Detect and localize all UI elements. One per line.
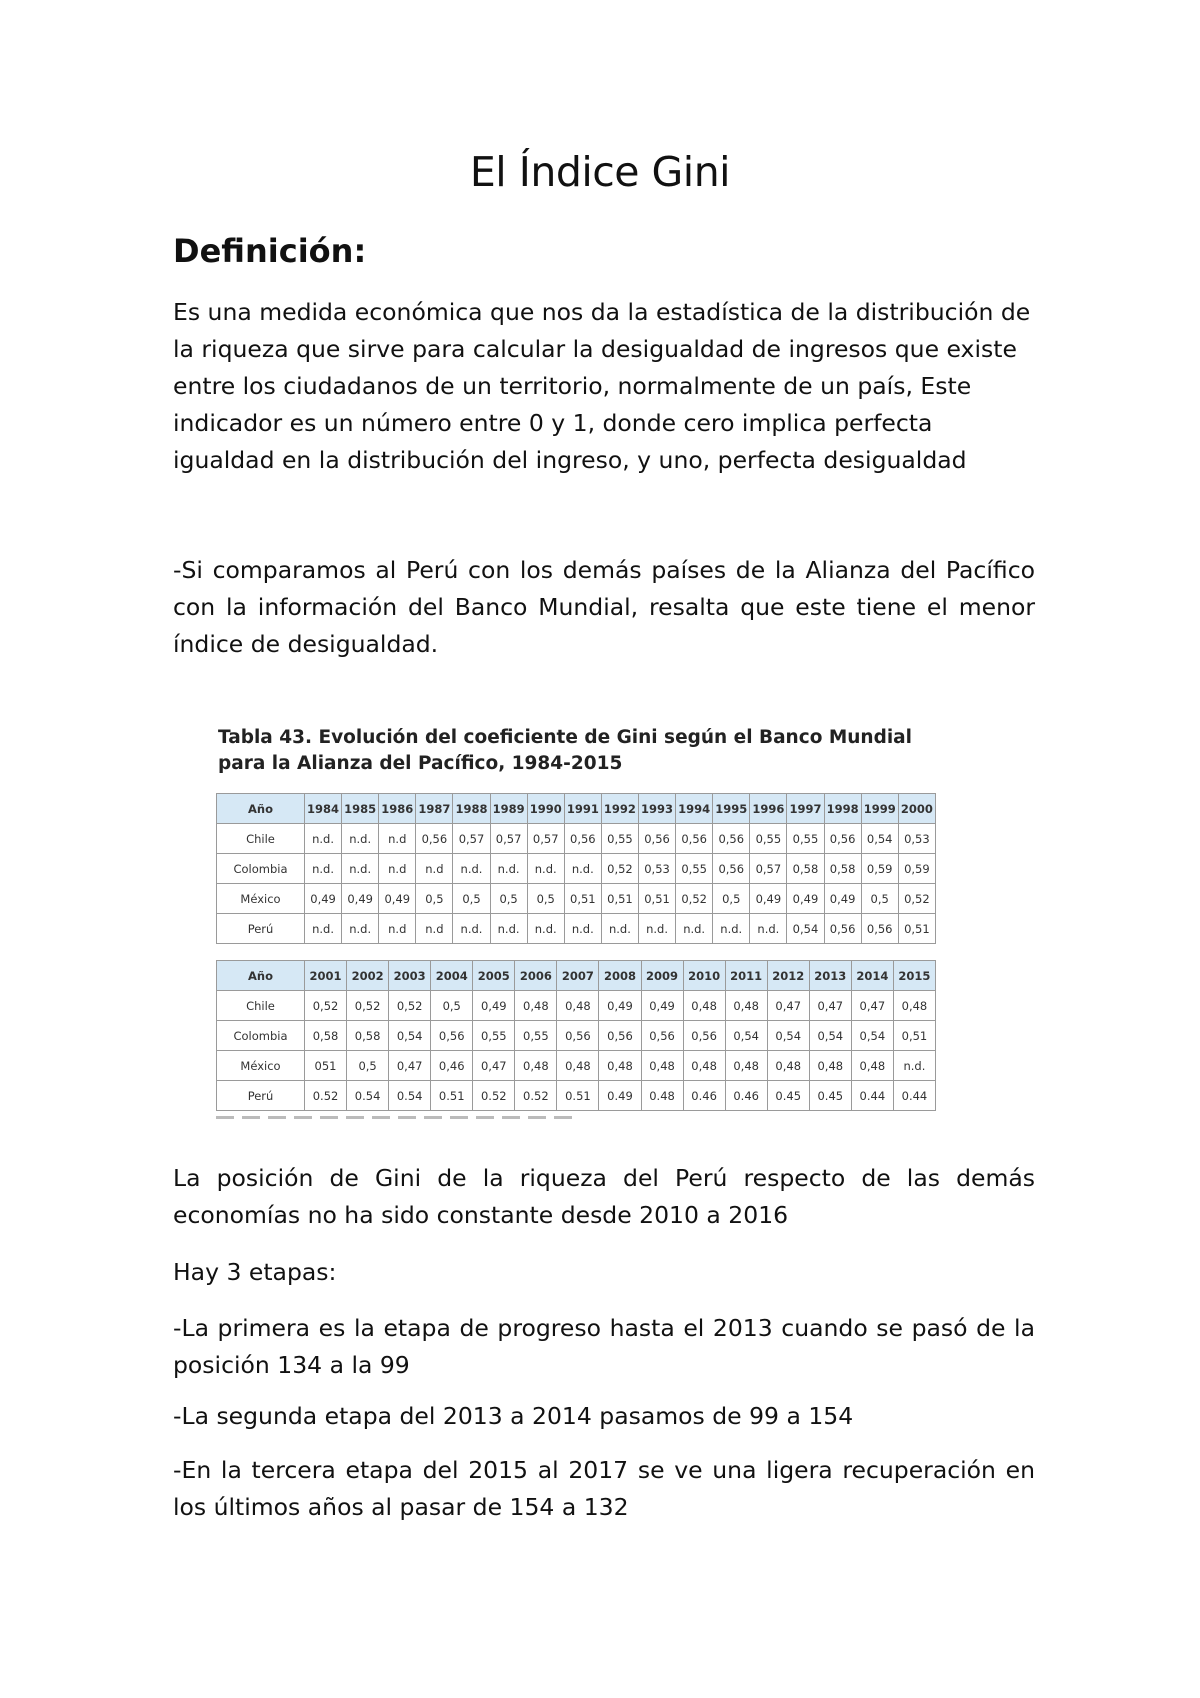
gini-value-cell: n.d: [379, 824, 416, 854]
gini-value-cell: 0,47: [473, 1051, 515, 1081]
gini-value-cell: 0,49: [787, 884, 824, 914]
gini-value-cell: 0,56: [824, 914, 861, 944]
gini-value-cell: n.d.: [305, 824, 342, 854]
year-header-cell: 2008: [599, 961, 641, 991]
year-header-cell: 2001: [305, 961, 347, 991]
gini-value-cell: n.d.: [453, 914, 490, 944]
gini-value-cell: 0,48: [641, 1051, 683, 1081]
gini-value-cell: 0,48: [515, 1051, 557, 1081]
gini-value-cell: 0,56: [641, 1021, 683, 1051]
gini-value-cell: 0,49: [750, 884, 787, 914]
country-label: Colombia: [217, 1021, 305, 1051]
gini-value-cell: 0,49: [473, 991, 515, 1021]
gini-value-cell: 0,5: [713, 884, 750, 914]
stage-2-paragraph: -La segunda etapa del 2013 a 2014 pasamos de 99 a 154: [173, 1402, 854, 1430]
year-header-cell: 1991: [564, 794, 601, 824]
gini-value-cell: 0.52: [473, 1081, 515, 1111]
gini-value-cell: 0,48: [683, 991, 725, 1021]
gini-value-cell: 0,59: [861, 854, 898, 884]
gini-value-cell: 0,48: [725, 991, 767, 1021]
table-row: [217, 824, 936, 854]
gini-value-cell: 0,56: [564, 824, 601, 854]
year-header-cell: 2009: [641, 961, 683, 991]
year-header-cell: 1993: [638, 794, 675, 824]
country-label: México: [217, 1051, 305, 1081]
gini-value-cell: 0,56: [638, 824, 675, 854]
gini-value-cell: 0.52: [305, 1081, 347, 1111]
country-label: México: [217, 884, 305, 914]
year-header-cell: 1998: [824, 794, 861, 824]
table-row: [217, 914, 936, 944]
gini-value-cell: 0,54: [725, 1021, 767, 1051]
gini-value-cell: 0,57: [453, 824, 490, 854]
gini-value-cell: 0,48: [767, 1051, 809, 1081]
gini-value-cell: 0,54: [861, 824, 898, 854]
gini-value-cell: 0,5: [527, 884, 564, 914]
gini-value-cell: 0,48: [725, 1051, 767, 1081]
year-header-cell: 2007: [557, 961, 599, 991]
gini-table-2001-2015: [216, 960, 936, 1111]
gini-value-cell: 0,47: [389, 1051, 431, 1081]
year-header-cell: 1984: [305, 794, 342, 824]
year-column-header: Año: [217, 794, 305, 824]
gini-value-cell: 0,52: [676, 884, 713, 914]
gini-value-cell: 0,48: [893, 991, 935, 1021]
gini-value-cell: 0,5: [347, 1051, 389, 1081]
stage-3-paragraph: -En la tercera etapa del 2015 al 2017 se ve una ligera recuperación en los últimos años al pasar de 154 a 132: [173, 1456, 1035, 1521]
year-header-cell: 2010: [683, 961, 725, 991]
gini-value-cell: 0,54: [787, 914, 824, 944]
year-header-cell: 1999: [861, 794, 898, 824]
page-title: El Índice Gini: [469, 148, 731, 196]
gini-value-cell: 0,48: [515, 991, 557, 1021]
year-header-cell: 2005: [473, 961, 515, 991]
year-header-cell: 1986: [379, 794, 416, 824]
country-label: Chile: [217, 824, 305, 854]
gini-value-cell: 0,54: [851, 1021, 893, 1051]
year-header-cell: 1997: [787, 794, 824, 824]
gini-value-cell: 0,5: [416, 884, 453, 914]
section-heading-definition: Definición:: [173, 232, 367, 270]
position-paragraph: La posición de Gini de la riqueza del Perú respecto de las demás economías no ha sido constante desde 2010 a 2016: [173, 1164, 1035, 1229]
gini-value-cell: n.d: [416, 854, 453, 884]
gini-value-cell: n.d.: [750, 914, 787, 944]
year-header-cell: 2012: [767, 961, 809, 991]
stages-intro: Hay 3 etapas:: [173, 1258, 337, 1286]
gini-value-cell: 0.51: [431, 1081, 473, 1111]
gini-value-cell: 0,56: [557, 1021, 599, 1051]
gini-value-cell: 0,53: [898, 824, 935, 854]
gini-value-cell: 0,56: [416, 824, 453, 854]
gini-value-cell: 0,52: [347, 991, 389, 1021]
gini-value-cell: 0,56: [861, 914, 898, 944]
gini-value-cell: 0,48: [599, 1051, 641, 1081]
gini-value-cell: 0,56: [824, 824, 861, 854]
gini-value-cell: n.d.: [676, 914, 713, 944]
country-label: Perú: [217, 914, 305, 944]
gini-value-cell: 0,58: [824, 854, 861, 884]
gini-value-cell: 0,47: [809, 991, 851, 1021]
gini-table-figure: [216, 725, 938, 1119]
year-header-cell: 2006: [515, 961, 557, 991]
gini-value-cell: 0,56: [713, 854, 750, 884]
gini-value-cell: 0.52: [515, 1081, 557, 1111]
table-row: [217, 884, 936, 914]
gini-value-cell: n.d.: [342, 854, 379, 884]
country-label: Perú: [217, 1081, 305, 1111]
gini-value-cell: 0,52: [601, 854, 638, 884]
gini-value-cell: n.d.: [305, 854, 342, 884]
year-header-cell: 1992: [601, 794, 638, 824]
gini-value-cell: 0.46: [725, 1081, 767, 1111]
gini-value-cell: 0,5: [453, 884, 490, 914]
gini-value-cell: n.d.: [893, 1051, 935, 1081]
gini-value-cell: 0,56: [676, 824, 713, 854]
year-header-cell: 1990: [527, 794, 564, 824]
gini-value-cell: 0,57: [490, 824, 527, 854]
gini-value-cell: 051: [305, 1051, 347, 1081]
year-header-cell: 2011: [725, 961, 767, 991]
gini-value-cell: 0,51: [638, 884, 675, 914]
gini-value-cell: 0,5: [861, 884, 898, 914]
gini-value-cell: 0.44: [851, 1081, 893, 1111]
gini-value-cell: n.d.: [564, 914, 601, 944]
gini-value-cell: 0,54: [767, 1021, 809, 1051]
year-header-cell: 1996: [750, 794, 787, 824]
gini-value-cell: n.d.: [564, 854, 601, 884]
gini-value-cell: 0.54: [389, 1081, 431, 1111]
gini-value-cell: 0.45: [809, 1081, 851, 1111]
year-header-cell: 2015: [893, 961, 935, 991]
table-row: [217, 991, 936, 1021]
gini-value-cell: 0,47: [767, 991, 809, 1021]
gini-value-cell: 0,48: [557, 991, 599, 1021]
year-header-cell: 1985: [342, 794, 379, 824]
gini-value-cell: 0,59: [898, 854, 935, 884]
gini-value-cell: 0.48: [641, 1081, 683, 1111]
gini-value-cell: 0,56: [599, 1021, 641, 1051]
gini-value-cell: 0.54: [347, 1081, 389, 1111]
year-header-cell: 2004: [431, 961, 473, 991]
gini-value-cell: 0,49: [599, 991, 641, 1021]
year-header-cell: 1989: [490, 794, 527, 824]
gini-value-cell: 0,55: [515, 1021, 557, 1051]
gini-value-cell: 0.46: [683, 1081, 725, 1111]
stage-1-paragraph: -La primera es la etapa de progreso hasta el 2013 cuando se pasó de la posición 134 a la 99: [173, 1314, 1035, 1379]
gini-value-cell: 0,5: [431, 991, 473, 1021]
year-header-cell: 2000: [898, 794, 935, 824]
gini-value-cell: 0,48: [809, 1051, 851, 1081]
country-label: Chile: [217, 991, 305, 1021]
gini-value-cell: n.d.: [490, 854, 527, 884]
gini-value-cell: 0.49: [599, 1081, 641, 1111]
gini-value-cell: n.d.: [713, 914, 750, 944]
year-header-cell: 2002: [347, 961, 389, 991]
gini-value-cell: 0,56: [683, 1021, 725, 1051]
gini-value-cell: n.d.: [305, 914, 342, 944]
gini-value-cell: 0,55: [750, 824, 787, 854]
gini-value-cell: n.d.: [342, 824, 379, 854]
country-label: Colombia: [217, 854, 305, 884]
gini-value-cell: 0,48: [683, 1051, 725, 1081]
gini-value-cell: 0,51: [898, 914, 935, 944]
gini-value-cell: 0,49: [305, 884, 342, 914]
gini-value-cell: 0.51: [557, 1081, 599, 1111]
table-caption: Tabla 43. Evolución del coeficiente de Gini según el Banco Mundial para la Alianza del Pacífico, 1984-2015: [218, 727, 913, 774]
gini-value-cell: n.d.: [527, 854, 564, 884]
table-row: [217, 1051, 936, 1081]
gini-value-cell: 0,5: [490, 884, 527, 914]
gini-value-cell: n.d.: [601, 914, 638, 944]
gini-value-cell: 0,56: [713, 824, 750, 854]
gini-value-cell: 0,54: [389, 1021, 431, 1051]
table-source-note: [216, 1116, 576, 1119]
gini-value-cell: 0,51: [564, 884, 601, 914]
table-row: [217, 1021, 936, 1051]
gini-value-cell: 0,57: [750, 854, 787, 884]
year-header-cell: 2013: [809, 961, 851, 991]
gini-value-cell: 0.44: [893, 1081, 935, 1111]
gini-value-cell: 0,57: [527, 824, 564, 854]
gini-value-cell: 0,55: [473, 1021, 515, 1051]
gini-value-cell: 0,56: [431, 1021, 473, 1051]
gini-value-cell: 0,48: [851, 1051, 893, 1081]
gini-value-cell: 0,47: [851, 991, 893, 1021]
gini-value-cell: n.d.: [490, 914, 527, 944]
year-header-cell: 1995: [713, 794, 750, 824]
gini-value-cell: n.d.: [527, 914, 564, 944]
gini-value-cell: 0,49: [824, 884, 861, 914]
year-header-cell: 2014: [851, 961, 893, 991]
gini-table-1984-2000: [216, 793, 936, 944]
gini-value-cell: 0,48: [557, 1051, 599, 1081]
year-header-cell: 1994: [676, 794, 713, 824]
gini-value-cell: 0,55: [676, 854, 713, 884]
gini-value-cell: 0,51: [601, 884, 638, 914]
gini-value-cell: n.d: [379, 854, 416, 884]
gini-value-cell: n.d.: [638, 914, 675, 944]
year-header-cell: 1987: [416, 794, 453, 824]
gini-value-cell: n.d.: [453, 854, 490, 884]
year-column-header: Año: [217, 961, 305, 991]
gini-value-cell: 0,52: [305, 991, 347, 1021]
comparison-paragraph: -Si comparamos al Perú con los demás países de la Alianza del Pacífico con la información del Banco Mundial, resalta que este tiene el menor índice de desigualdad.: [173, 556, 1035, 658]
table-row: [217, 1081, 936, 1111]
gini-value-cell: 0,49: [641, 991, 683, 1021]
year-header-cell: 1988: [453, 794, 490, 824]
gini-value-cell: 0,55: [787, 824, 824, 854]
gini-value-cell: 0,58: [787, 854, 824, 884]
gini-value-cell: 0,52: [389, 991, 431, 1021]
gini-value-cell: 0,55: [601, 824, 638, 854]
definition-paragraph: Es una medida económica que nos da la estadística de la distribución de la riqueza que sirve para calcular la desigualdad de ingresos que existe entre los ciudadanos de un territorio, normalmente de un país, Este indicador es un número entre 0 y 1, donde cero implica perfecta igualdad en la distribución del ingreso, y uno, perfecta desigualdad: [173, 298, 1031, 474]
gini-value-cell: 0,49: [342, 884, 379, 914]
gini-value-cell: 0,54: [809, 1021, 851, 1051]
gini-value-cell: n.d: [416, 914, 453, 944]
gini-value-cell: 0,58: [305, 1021, 347, 1051]
gini-value-cell: 0,58: [347, 1021, 389, 1051]
gini-value-cell: n.d.: [342, 914, 379, 944]
gini-value-cell: n.d: [379, 914, 416, 944]
year-header-cell: 2003: [389, 961, 431, 991]
gini-value-cell: 0,51: [893, 1021, 935, 1051]
gini-value-cell: 0,53: [638, 854, 675, 884]
table-row: [217, 854, 936, 884]
gini-value-cell: 0,52: [898, 884, 935, 914]
gini-value-cell: 0,46: [431, 1051, 473, 1081]
gini-value-cell: 0,49: [379, 884, 416, 914]
gini-value-cell: 0.45: [767, 1081, 809, 1111]
